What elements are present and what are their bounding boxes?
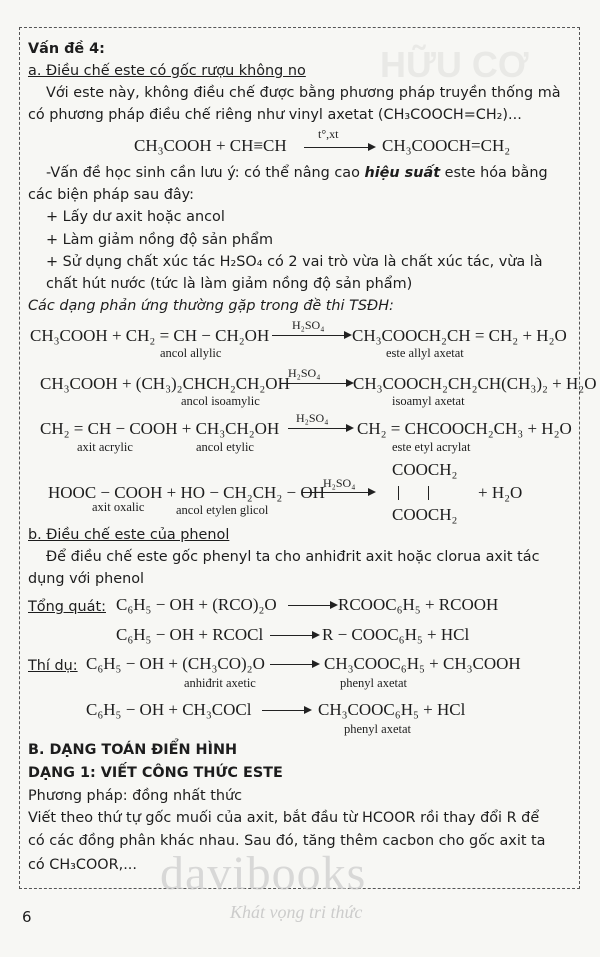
- name-label: phenyl axetat: [340, 676, 407, 690]
- paragraph-line: các biện pháp sau đây:: [28, 187, 194, 203]
- bond-line: [398, 486, 399, 500]
- text-span: -Vấn đề học sinh cần lưu ý: có thể nâng cao: [46, 165, 365, 181]
- arrow-head: [312, 631, 320, 639]
- name-label: anhiđrit axetic: [184, 676, 256, 690]
- reaction-arrow: [304, 147, 370, 148]
- paragraph-line: Với este này, không điều chế được bằng phương pháp truyền thống mà: [46, 85, 561, 101]
- example-eq-1-right: CH₃COOC₆H₅ + CH₃COOH: [324, 654, 521, 673]
- name-label: este etyl acrylat: [392, 440, 471, 454]
- arrow-head: [344, 331, 352, 339]
- reaction-3-left: CH₂ = CH − COOH + CH₃CH₂OH: [40, 419, 280, 438]
- reaction-arrow: [270, 664, 314, 665]
- reaction-4-top: COOCH₂: [392, 460, 458, 479]
- reaction-4-left: HOOC − COOH + HO − CH₂CH₂ − OH: [48, 483, 325, 502]
- name-label: ancol allylic: [160, 346, 222, 360]
- text-span: este hóa bằng: [440, 165, 548, 181]
- paragraph-line: Để điều chế este gốc phenyl ta cho anhiđrit axit hoặc clorua axit tác: [46, 549, 540, 565]
- bullet-item: chất hút nước (tức là làm giảm nồng độ sản phẩm): [46, 276, 413, 292]
- general-label: Tổng quát:: [28, 599, 106, 615]
- section-a-title: a. Điều chế este có gốc rượu không no: [28, 63, 306, 79]
- page-number: 6: [22, 908, 32, 926]
- paragraph-line: có các đồng phân khác nhau. Sau đó, tăng thêm cacbon cho gốc axit ta: [28, 833, 546, 849]
- example-eq-2-left: C₆H₅ − OH + CH₃COCl: [86, 700, 252, 719]
- general-eq-2-right: R − COOC₆H₅ + HCl: [322, 625, 470, 644]
- name-label: ancol isoamylic: [181, 394, 260, 408]
- arrow-head: [330, 601, 338, 609]
- paragraph-line: có phương pháp điều chế riêng như vinyl axetat (CH₃COOCH=CH₂)...: [28, 107, 522, 123]
- equation-left: CH₃COOH + CH≡CH: [134, 136, 287, 155]
- arrow-head: [346, 424, 354, 432]
- reaction-arrow: [272, 335, 346, 336]
- water-product: + H₂O: [478, 483, 523, 502]
- reaction-arrow: [302, 492, 370, 493]
- bullet-item: + Lấy dư axit hoặc ancol: [46, 209, 225, 225]
- arrow-head: [368, 488, 376, 496]
- paragraph-line: dụng với phenol: [28, 571, 145, 587]
- example-label: Thí dụ:: [28, 658, 78, 674]
- catalyst-label: H₂SO₄: [288, 366, 321, 380]
- name-label: ancol etylic: [196, 440, 254, 454]
- general-eq-1-right: RCOOC₆H₅ + RCOOH: [338, 595, 499, 614]
- method-line: Phương pháp: đồng nhất thức: [28, 788, 243, 804]
- name-label: isoamyl axetat: [392, 394, 465, 408]
- catalyst-label: H₂SO₄: [323, 476, 356, 490]
- example-eq-2-right: CH₃COOC₆H₅ + HCl: [318, 700, 466, 719]
- bond-line: [428, 486, 429, 500]
- paragraph-line: [46, 163, 548, 183]
- name-label: este allyl axetat: [386, 346, 464, 360]
- arrow-head: [368, 143, 376, 151]
- condition-label: t°,xt: [318, 127, 339, 141]
- reaction-1-right: CH₃COOCH₂CH = CH₂ + H₂O: [352, 326, 567, 345]
- issue-title: Vấn đề 4:: [28, 41, 105, 57]
- reaction-arrow: [288, 605, 332, 606]
- name-label: ancol etylen glicol: [176, 503, 269, 517]
- example-eq-1-left: C₆H₅ − OH + (CH₃CO)₂O: [86, 654, 265, 673]
- catalyst-label: H₂SO₄: [292, 318, 325, 332]
- reaction-3-right: CH₂ = CHCOOCH₂CH₃ + H₂O: [357, 419, 572, 438]
- reaction-2-right: CH₃COOCH₂CH₂CH(CH₃)₂ + H₂O: [353, 374, 597, 393]
- subheading: Các dạng phản ứng thường gặp trong đề thi TSĐH:: [28, 298, 394, 314]
- section-b-title: b. Điều chế este của phenol: [28, 527, 230, 543]
- paragraph-line: có CH₃COOR,...: [28, 857, 137, 873]
- bleed-through-text: HỮU CƠ: [380, 44, 529, 85]
- catalyst-label: H₂SO₄: [296, 411, 329, 425]
- reaction-4-bottom: COOCH₂: [392, 505, 458, 524]
- reaction-1-left: CH₃COOH + CH₂ = CH − CH₂OH: [30, 326, 270, 345]
- watermark-slogan: Khát vọng tri thức: [230, 902, 363, 922]
- name-label: axit oxalic: [92, 500, 145, 514]
- reaction-arrow: [288, 428, 348, 429]
- reaction-2-left: CH₃COOH + (CH₃)₂CHCH₂CH₂OH: [40, 374, 290, 393]
- arrow-head: [312, 660, 320, 668]
- general-eq-2-left: C₆H₅ − OH + RCOCl: [116, 625, 264, 644]
- bullet-item: + Làm giảm nồng độ sản phẩm: [46, 232, 273, 248]
- reaction-arrow: [262, 710, 306, 711]
- name-label: phenyl axetat: [344, 722, 411, 736]
- arrow-head: [304, 706, 312, 714]
- type-heading: DẠNG 1: VIẾT CÔNG THỨC ESTE: [28, 765, 283, 781]
- name-label: axit acrylic: [77, 440, 133, 454]
- watermark-logo: davibooks: [160, 847, 367, 900]
- section-heading: B. DẠNG TOÁN ĐIỂN HÌNH: [28, 742, 238, 758]
- bullet-item: + Sử dụng chất xúc tác H₂SO₄ có 2 vai trò vừa là chất xúc tác, vừa là: [46, 254, 543, 270]
- paragraph-line: Viết theo thứ tự gốc muối của axit, bắt đầu từ HCOOR rồi thay đổi R để: [28, 810, 540, 826]
- reaction-arrow: [280, 383, 348, 384]
- general-eq-1-left: C₆H₅ − OH + (RCO)₂O: [116, 595, 277, 614]
- emphasis-text: hiệu suất: [364, 165, 441, 181]
- reaction-arrow: [270, 635, 314, 636]
- equation-right: CH₃COOCH=CH₂: [382, 136, 511, 155]
